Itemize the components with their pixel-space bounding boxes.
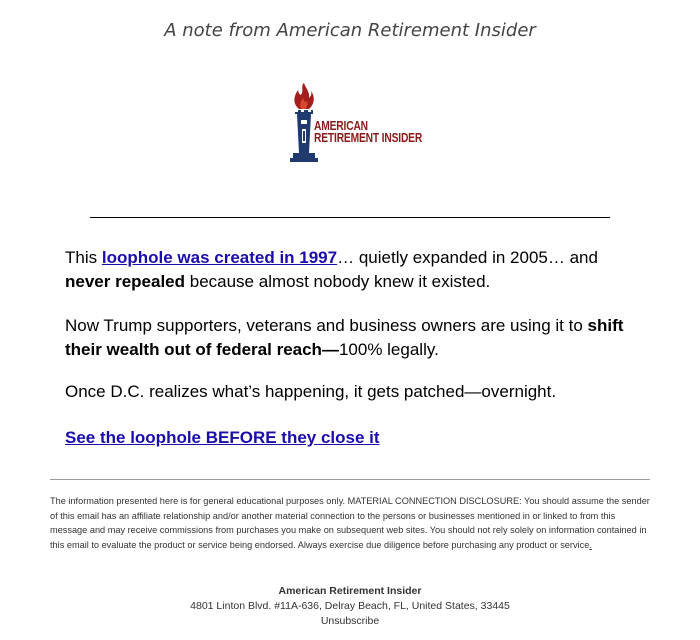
- unsubscribe-link[interactable]: Unsubscribe: [320, 615, 380, 627]
- p2-bold: shift their wealth out of federal reach—: [65, 316, 624, 359]
- p1-text-1: This: [65, 248, 102, 267]
- paragraph-2: [65, 314, 625, 362]
- footer-company-name: American Retirement Insider: [278, 585, 422, 597]
- p2-text-1: Now Trump supporters, veterans and business owners are using it to: [65, 316, 588, 335]
- paragraph-1: [65, 246, 625, 294]
- disclaimer: [50, 494, 650, 552]
- p1-bold: never repealed: [65, 272, 186, 291]
- p1-text-3: because almost nobody knew it existed.: [185, 272, 491, 291]
- disclaimer-end[interactable]: .: [589, 539, 592, 550]
- cta-link[interactable]: See the loophole BEFORE they close it: [65, 428, 380, 447]
- p1-text-2: … quietly expanded in 2005… and: [337, 248, 598, 267]
- brand-logo: [287, 83, 422, 165]
- footer-address: 4801 Linton Blvd. #11A-636, Delray Beach, FL, United States, 33445: [190, 600, 510, 612]
- p2-text-2: 100% legally.: [338, 340, 439, 359]
- disclaimer-text: The information presented here is for general educational purposes only. MATERIAL CONNECTION DISCLOSURE: You should assume the sender of this email has an affiliate relationship and/or another material connection to the persons or businesses mentioned in or linked to from this message and may receive commissions from purchases you make on subsequent web sites. You should not rely solely on information contained in this email to evaluate the product or service being endorsed. Always exercise due diligence before purchasing any product or service: [50, 496, 650, 550]
- logo-line-1: AMERICAN: [314, 119, 368, 133]
- paragraph-3: Once D.C. realizes what’s happening, it gets patched—overnight.: [65, 382, 557, 401]
- cta-wrapper: [65, 426, 380, 450]
- header-divider: [90, 217, 610, 218]
- logo-text: [314, 120, 422, 144]
- header-note: A note from American Retirement Insider: [164, 20, 536, 41]
- logo-line-2: RETIREMENT INSIDER: [314, 131, 423, 145]
- loophole-link[interactable]: loophole was created in 1997: [101, 248, 338, 267]
- footer-divider: [50, 479, 650, 480]
